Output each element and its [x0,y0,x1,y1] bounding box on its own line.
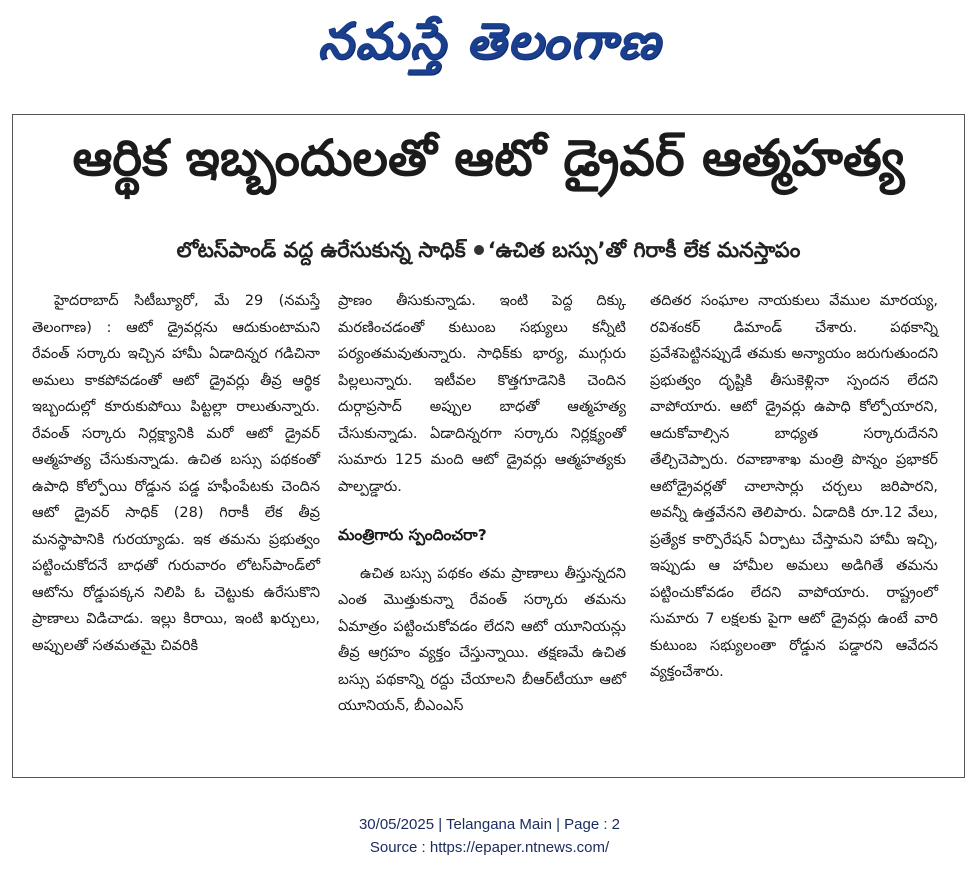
footer-source-line: Source : https://epaper.ntnews.com/ [369,839,610,856]
subhead-left: లోటస్‌పాండ్ వద్ద ఉరేసుకున్న సాధిక్ [176,238,466,262]
article-column-2 [338,288,626,720]
article-column-3 [650,288,938,686]
column-2-bottom-text: ఉచిత బస్సు పథకం తమ ప్రాణాలు తీస్తున్నదని ఎంత మొత్తుకున్నా రేవంత్ సర్కారు తమను ఏమాత్రం పట్టించుకోవడం లేదని ఆటో యూనియన్లు తీవ్ర ఆగ్రహం వ్యక్తం చేస్తున్నాయి. తక్షణమే ఉచిత బస్సు పథకాన్ని రద్దు చేయాలని బీఆర్‌టీయూ ఆటో యూనియన్, బీఎంఎస్ [338,565,626,714]
masthead [0,8,979,86]
column-1-text: హైదరాబాద్ సిటీబ్యూరో, మే 29 (నమస్తే తెలంగాణ) : ఆటో డ్రైవర్లను ఆదుకుంటామని రేవంత్ సర్కారు ఇచ్చిన హామీ ఏడాదిన్నర గడిచినా అమలు కాకపోవడంతో ఆటో డ్రైవర్లు తీవ్ర ఆర్థిక ఇబ్బందుల్లో కూరుకుపోయి పిట్టల్లా రాలుతున్నారు. రేవంత్ సర్కారు నిర్లక్ష్యానికి మరో ఆటో డ్రైవర్ ఆత్మహత్య చేసుకున్నాడు. ఉచిత బస్సు పథకంతో ఉపాధి కోల్పోయి రోడ్డున పడ్డ హఫీంపేటకు చెందిన ఆటో డ్రైవర్ సాధిక్ (28) గిరాకీ లేక తీవ్ర మనస్థాపానికి గురయ్యాడు. ఇక తమను ప్రభుత్వం పట్టించుకోదనే బాధతో గురువారం లోటస్‌పాండ్‌లో ఆటోను రోడ్డుపక్కన నిలిపి ఓ చెట్టుకు ఉరేసుకొని ప్రాణాలు విడిచాడు. ఇల్లు కిరాయి, ఇంటి ఖర్చులు, అప్పులతో సతమతమై చివరికి [32,293,320,654]
section-heading: మంత్రిగారు స్పందించరా? [338,526,487,544]
footer-date-line: 30/05/2025 | Telangana Main | Page : 2 [358,816,621,833]
bullet-dot-icon [474,245,484,255]
column-3-text: తదితర సంఘాల నాయకులు వేముల మారయ్య, రవిశంకర్ డిమాండ్ చేశారు. పథకాన్ని ప్రవేశపెట్టినప్పుడే తమకు అన్యాయం జరుగుతుందని ప్రభుత్వం దృష్టికి తీసుకెళ్లినా స్పందన లేదని వాపోయారు. ఆటో డ్రైవర్లు ఉపాధి కోల్పోయారని, ఆదుకోవాల్సిన బాధ్యత సర్కారుదేనని తేల్చిచెప్పారు. రవాణాశాఖ మంత్రి పొన్నం ప్రభాకర్ ఆటోడ్రైవర్లతో చాలాసార్లు చర్చలు జరిపారని, అవన్నీ ఉత్తవేనని తెలిపారు. ఏడాదికి రూ.12 వేలు, ప్రత్యేక కార్పొరేషన్ ఏర్పాటు చేస్తామని హామీ ఇచ్చి, ఇప్పుడు ఆ హామీల అమలు అడిగితే తమను పట్టించుకోవడం లేదని వాపోయారు. రాష్ట్రంలో సుమారు 7 లక్షలకు పైగా ఆటో డ్రైవర్లు ఉంటే వారి కుటుంబ సభ్యులంతా రోడ్డున పడ్డారని ఆవేదన వ్యక్తంచేశారు. [650,293,938,680]
column-2-top-text: ప్రాణం తీసుకున్నాడు. ఇంటి పెద్ద దిక్కు మరణించడంతో కుటుంబ సభ్యులు కన్నీటి పర్యంతమవుతున్నారు. సాధిక్‌కు భార్య, ముగ్గురు పిల్లలున్నారు. ఇటీవల కొత్తగూడెనికి చెందిన దుర్గాప్రసాద్ అప్పుల బాధతో ఆత్మహత్య చేసుకున్నాడు. ఏడాదిన్నరగా సర్కారు నిర్లక్ష్యంతో సుమారు 125 మంది ఆటో డ్రైవర్లు ఆత్మహత్యకు పాల్పడ్డారు. [338,293,626,495]
newspaper-logo: నమస్తే తెలంగాణ [317,11,662,70]
article-headline: ఆర్థిక ఇబ్బందులతో ఆటో డ్రైవర్ ఆత్మహత్య [72,129,905,187]
article-column-1 [32,288,320,659]
subhead-right: ‘ఉచిత బస్సు’తో గిరాకీ లేక మనస్తాపం [487,238,801,262]
article-subheadline [12,238,965,268]
